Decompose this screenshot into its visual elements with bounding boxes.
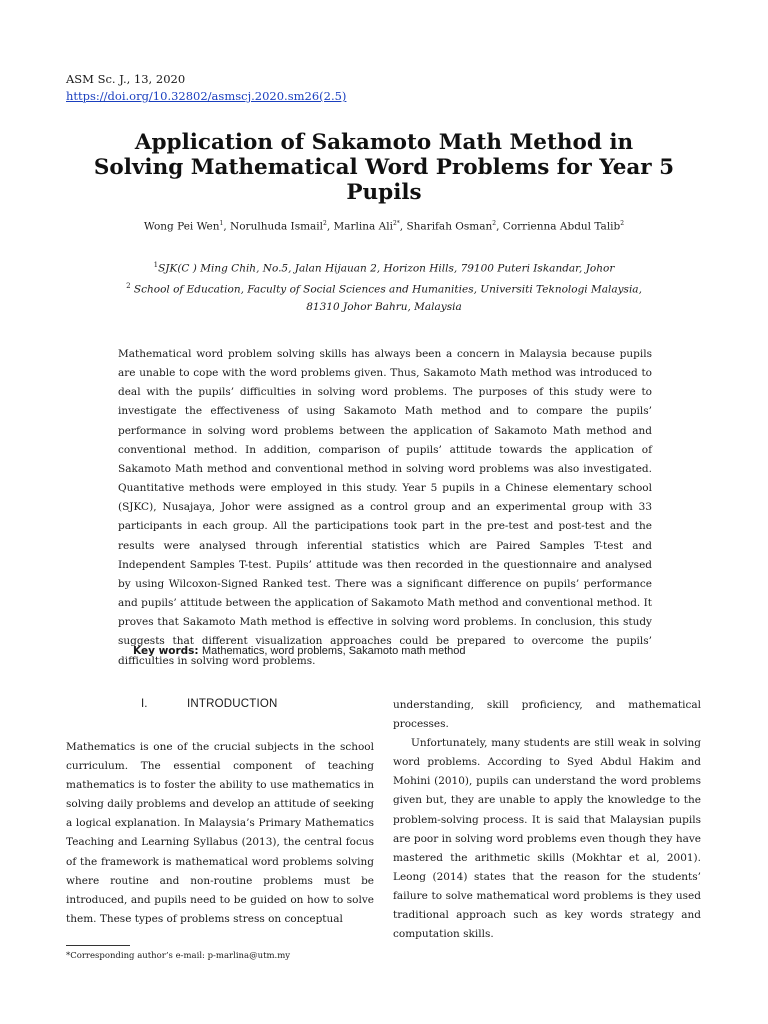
- paragraph: understanding, skill proficiency, and mathematical processes.: [393, 699, 701, 731]
- footnote: *Corresponding author’s e-mail: p-marlina@utm.my: [66, 951, 291, 961]
- footnote-rule: [66, 945, 130, 946]
- journal-citation: ASM Sc. J., 13, 2020: [66, 72, 186, 86]
- affiliation-text: SJK(C ) Ming Chih, No.5, Jalan Hijauan 2, Horizon Hills, 79100 Puteri Iskandar, Johor: [158, 262, 615, 275]
- affiliation-text: School of Education, Faculty of Social Sciences and Humanities, Universiti Teknologi Malaysia,: [133, 283, 642, 296]
- author-name: Norulhuda Ismail: [230, 220, 324, 233]
- author-sup: 2: [323, 220, 327, 227]
- paragraph: Unfortunately, many students are still weak in solving word problems. According to Syed Abdul Hakim and Mohini (2010), pupils can understand the word problems given but, they are unable to apply the knowledge to the problem-solving process. It is said that Malaysian pupils are poor in solving word problems even though they have mastered the arithmetic skills (Mokhtar et al, 2001). Leong (2014) states that the reason for the students’ failure to solve mathematical word problems is they used traditional approach such as key words strategy and computation skills.: [393, 737, 701, 941]
- author-name: Sharifah Osman: [406, 220, 493, 233]
- affiliation-sup: 2: [126, 282, 131, 290]
- author-sup: 2*: [392, 220, 400, 227]
- keywords-text: Mathematics, word problems, Sakamoto math method: [201, 645, 466, 657]
- author-name: Wong Pei Wen: [143, 220, 220, 233]
- author-sup: 1: [219, 220, 224, 227]
- affiliation-2: [100, 278, 668, 298]
- left-column: [66, 738, 374, 929]
- author-sup: 2: [620, 220, 625, 227]
- abstract: Mathematical word problem solving skills has always been a concern in Malaysia because pupils are unable to cope with the word problems given. Thus, Sakamoto Math method was introduced to deal with the pupils’ difficulties in solving word problems. The purposes of this study were to investigate the effectiveness of using Sakamoto Math method and to compare the pupils’ performance in solving word problems between the application of Sakamoto Math method and conventional method. In addition, comparison of pupils’ attitude towards the application of Sakamoto Math method and conventional method in solving word problems was also investigated. Quantitative methods were employed in this study. Year 5 pupils in a Chinese elementary school (SJKC), Nusajaya, Johor were assigned as a control group and an experimental group with 33 participants in each group. All the participations took part in the pre-test and post-test and the results were analysed through inferential statistics which are Paired Samples T-test and Independent Samples T-test. Pupils’ attitude was then recorded in the questionnaire and analysed by using Wilcoxon-Signed Ranked test. There was a significant difference on pupils’ performance and pupils’ attitude between the application of Sakamoto Math method and conventional method. It proves that Sakamoto Math method is effective in solving word problems. In conclusion, this study suggests that different visualization approaches could be prepared to overcome the pupils’ difficulties in solving word problems.: [118, 348, 652, 667]
- paper-title: Application of Sakamoto Math Method in Solving Mathematical Word Problems for Year 5 Pupils: [93, 130, 675, 205]
- right-column: [393, 696, 701, 944]
- section-title: INTRODUCTION: [187, 698, 278, 710]
- keywords: [133, 643, 466, 660]
- paragraph: Mathematics is one of the crucial subjects in the school curriculum. The essential component of teaching mathematics is to foster the ability to use mathematics in solving daily problems and develop an attitude of seeking a logical explanation. In Malaysia’s Primary Mathematics Teaching and Learning Syllabus (2013), the central focus of the framework is mathematical word problems solving where routine and non-routine problems must be introduced, and pupils need to be guided on how to solve them. These types of problems stress on conceptual: [66, 741, 374, 925]
- affiliation-2-line2: 81310 Johor Bahru, Malaysia: [306, 301, 462, 313]
- affiliation-sup: 1: [153, 261, 159, 269]
- author-sup: 2: [492, 220, 497, 227]
- doi-link[interactable]: https://doi.org/10.32802/asmscj.2020.sm26(2.5): [66, 89, 347, 103]
- affiliation-1: [100, 257, 668, 277]
- keywords-label: Key words:: [133, 645, 199, 657]
- author-name: Corrienna Abdul Talib: [502, 220, 621, 233]
- author-list: Wong Pei Wen$^1$, Norulhuda Ismail$^2$, Marlina Ali$^{2*}$, Sharifah Osman$^2$, Corrienna Abdul Talib$^2$: [143, 220, 625, 233]
- section-number: I.: [141, 698, 148, 710]
- author-name: Marlina Ali: [333, 220, 393, 233]
